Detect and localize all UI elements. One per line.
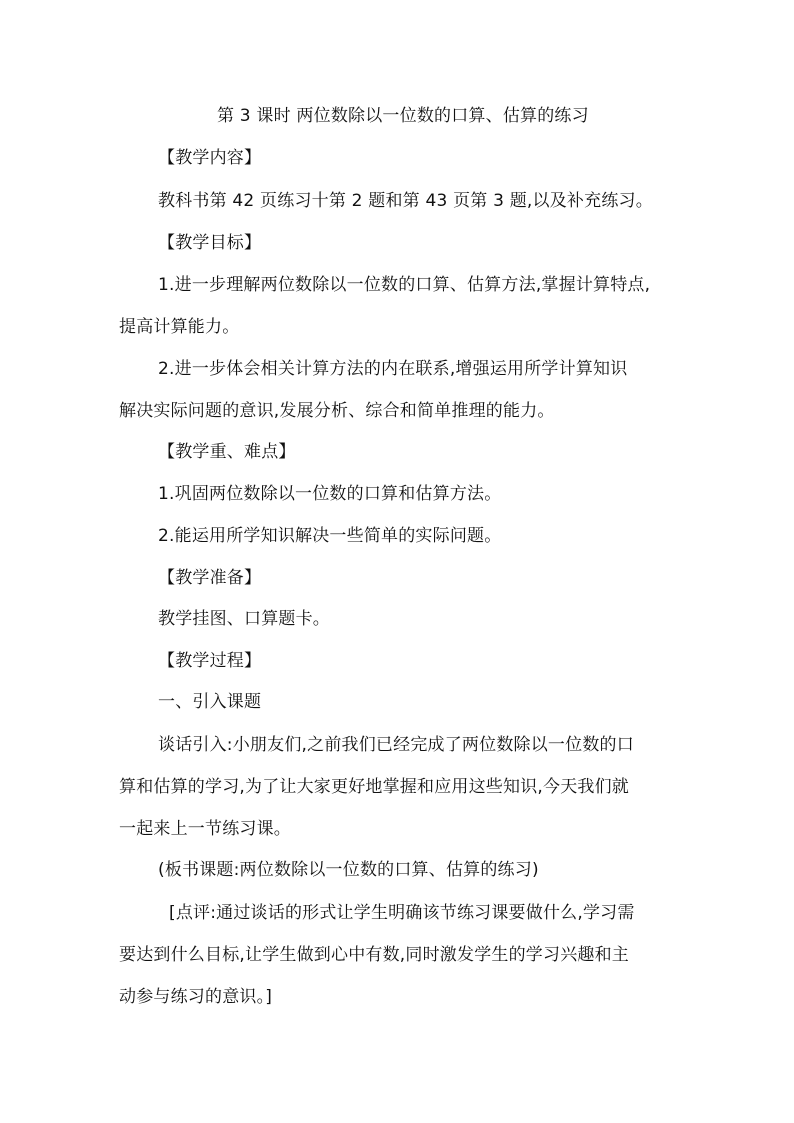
intro-line-3: 一起来上一节练习课。 xyxy=(119,819,291,839)
goal-2-line-1: 2.进一步体会相关计算方法的内在联系,增强运用所学计算知识 xyxy=(158,359,628,379)
comment-line-3: 动参与练习的意识。] xyxy=(119,987,273,1007)
comment-line-1: [点评:通过谈话的形式让学生明确该节练习课要做什么,学习需 xyxy=(169,903,635,923)
intro-line-2: 算和估算的学习,为了让大家更好地掌握和应用这些知识,今天我们就 xyxy=(119,777,630,797)
comment-line-2: 要达到什么目标,让学生做到心中有数,同时激发学生的学习兴趣和主 xyxy=(119,945,630,965)
section-heading-keypoints: 【教学重、难点】 xyxy=(158,442,296,462)
section-heading-prep: 【教学准备】 xyxy=(158,568,262,588)
board-note: (板书课题:两位数除以一位数的口算、估算的练习) xyxy=(158,860,539,880)
keypoint-2: 2.能运用所学知识解决一些简单的实际问题。 xyxy=(158,526,502,546)
section-heading-process: 【教学过程】 xyxy=(158,651,262,671)
goal-2-line-2: 解决实际问题的意识,发展分析、综合和简单推理的能力。 xyxy=(119,401,555,421)
prep-paragraph: 教学挂图、口算题卡。 xyxy=(158,609,330,629)
section-heading-goals: 【教学目标】 xyxy=(158,233,262,253)
goal-1-line-2: 提高计算能力。 xyxy=(119,317,240,337)
lesson-title: 第 3 课时 两位数除以一位数的口算、估算的练习 xyxy=(217,106,589,126)
section-heading-content: 【教学内容】 xyxy=(158,148,262,168)
goal-1-line-1: 1.进一步理解两位数除以一位数的口算、估算方法,掌握计算特点, xyxy=(158,275,651,295)
keypoint-1: 1.巩固两位数除以一位数的口算和估算方法。 xyxy=(158,484,502,504)
process-step-1: 一、引入课题 xyxy=(158,692,262,712)
intro-line-1: 谈话引入:小朋友们,之前我们已经完成了两位数除以一位数的口 xyxy=(158,735,634,755)
content-paragraph: 教科书第 42 页练习十第 2 题和第 43 页第 3 题,以及补充练习。 xyxy=(158,191,653,211)
